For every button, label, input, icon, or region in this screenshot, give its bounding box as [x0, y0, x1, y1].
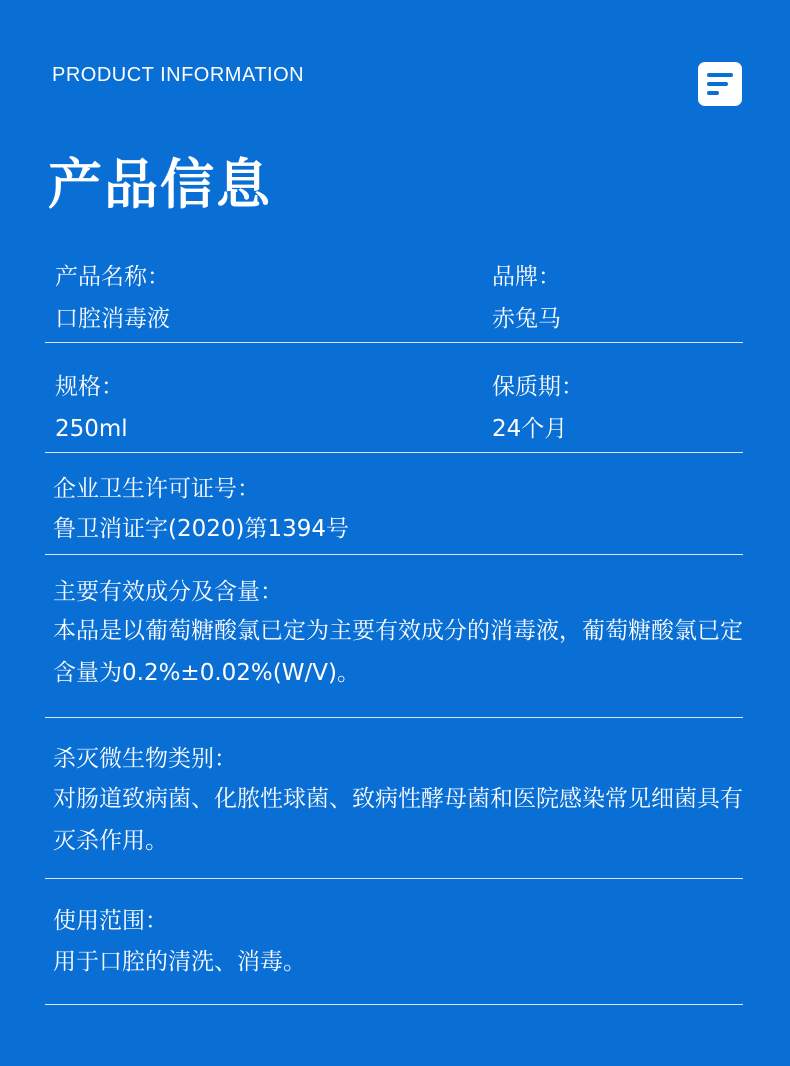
license-label: 企业卫生许可证号：	[53, 476, 260, 502]
header-label: PRODUCT INFORMATION	[52, 64, 305, 86]
info-row-license	[45, 453, 743, 555]
document-list-icon[interactable]	[698, 62, 742, 106]
product-name-label: 产品名称：	[55, 264, 170, 290]
usage-label: 使用范围：	[53, 908, 168, 934]
spec-label: 规格：	[55, 374, 124, 400]
microbes-label: 杀灭微生物类别：	[53, 746, 237, 772]
product-name-value: 口腔消毒液	[55, 306, 170, 332]
shelf-life-label: 保质期：	[492, 374, 584, 400]
icon-line	[707, 73, 733, 77]
brand-label: 品牌：	[492, 264, 561, 290]
license-value: 鲁卫消证字(2020)第1394号	[53, 516, 350, 542]
page-title: 产品信息	[48, 153, 272, 216]
info-row-name-brand	[45, 256, 743, 343]
spec-value: 250ml	[55, 416, 128, 442]
icon-line	[707, 82, 728, 86]
icon-line	[707, 91, 719, 95]
ingredients-label: 主要有效成分及含量：	[53, 579, 283, 605]
info-row-microbes	[45, 718, 743, 879]
brand-value: 赤兔马	[492, 306, 561, 332]
info-row-ingredients	[45, 555, 743, 718]
usage-value: 用于口腔的清洗、消毒。	[53, 949, 306, 975]
microbes-value: 对肠道致病菌、化脓性球菌、致病性酵母菌和医院感染常见细菌具有灭杀作用。	[53, 786, 743, 854]
info-row-usage	[45, 879, 743, 1005]
shelf-life-value: 24个月	[492, 416, 568, 442]
ingredients-value: 本品是以葡萄糖酸氯已定为主要有效成分的消毒液，葡萄糖酸氯已定含量为0.2%±0.02%(W/V)。	[53, 618, 743, 686]
info-row-spec-shelf-life	[45, 343, 743, 453]
